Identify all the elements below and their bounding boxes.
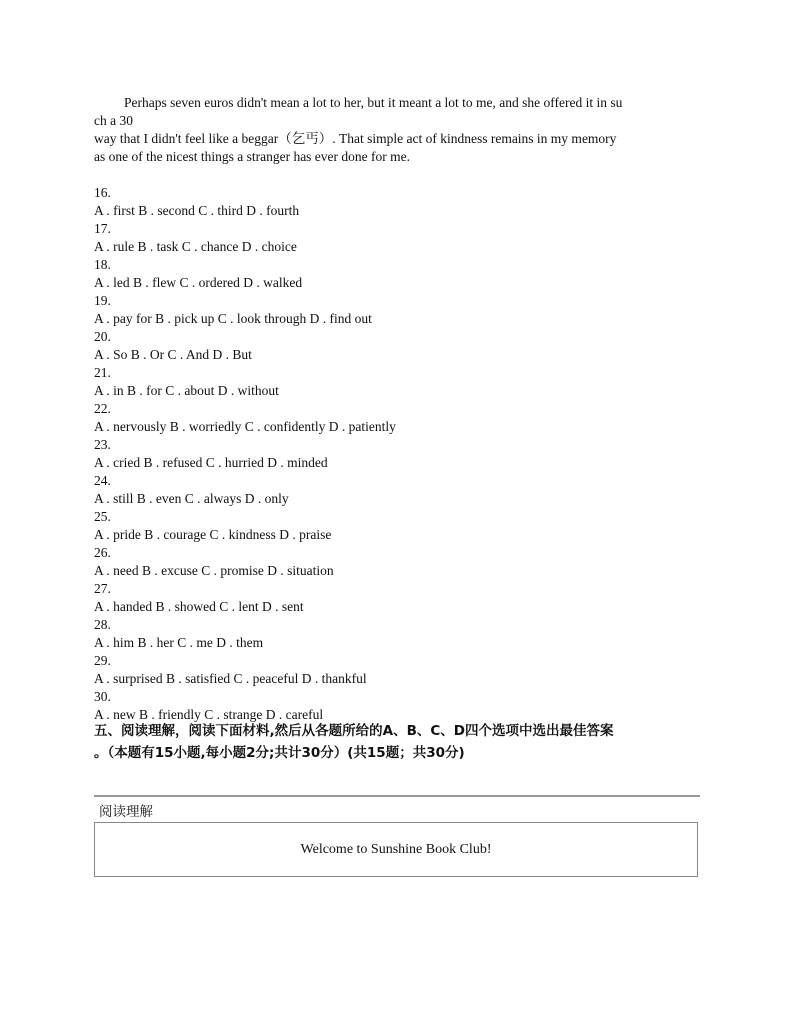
- question-number: 27.: [94, 581, 111, 596]
- question-number: 19.: [94, 293, 111, 308]
- question-number: 21.: [94, 365, 111, 380]
- passage-line: way that I didn't feel like a beggar（乞丐）. That simple act of kindness remains in my memory: [94, 131, 617, 146]
- question-number: 23.: [94, 437, 111, 452]
- divider: [94, 795, 700, 797]
- question-options: A . So B . Or C . And D . But: [94, 347, 252, 362]
- question-options: A . handed B . showed C . lent D . sent: [94, 599, 304, 614]
- question-number: 24.: [94, 473, 111, 488]
- section-heading-line: 。（本题有15小题,每小题2分;共计30分）(共15题；共30分): [94, 745, 465, 761]
- passage: [94, 94, 706, 166]
- question-options: A . cried B . refused C . hurried D . minded: [94, 455, 328, 470]
- question-number: 26.: [94, 545, 111, 560]
- question-item: [94, 616, 706, 652]
- question-options: A . surprised B . satisfied C . peaceful D . thankful: [94, 671, 367, 686]
- question-item: [94, 328, 706, 364]
- question-options: A . first B . second C . third D . fourth: [94, 203, 300, 218]
- passage-line: ch a 30: [94, 113, 133, 128]
- question-item: [94, 652, 706, 688]
- question-number: 16.: [94, 185, 111, 200]
- passage-line: Perhaps seven euros didn't mean a lot to her, but it meant a lot to me, and she offered it in su: [124, 95, 623, 110]
- reading-box: [94, 822, 698, 877]
- section-heading-line: 五、阅读理解，阅读下面材料,然后从各题所给的A、B、C、D四个选项中选出最佳答案: [94, 723, 614, 739]
- question-number: 29.: [94, 653, 111, 668]
- question-item: [94, 220, 706, 256]
- reading-label: 阅读理解: [99, 804, 153, 820]
- section-heading: [94, 720, 724, 764]
- question-item: [94, 184, 706, 220]
- question-number: 18.: [94, 257, 111, 272]
- question-list: [94, 184, 706, 724]
- question-options: A . nervously B . worriedly C . confidently D . patiently: [94, 419, 396, 434]
- question-item: [94, 688, 706, 724]
- question-item: [94, 472, 706, 508]
- question-options: A . need B . excuse C . promise D . situation: [94, 563, 334, 578]
- question-item: [94, 292, 706, 328]
- question-number: 22.: [94, 401, 111, 416]
- question-number: 20.: [94, 329, 111, 344]
- question-item: [94, 544, 706, 580]
- question-options: A . pay for B . pick up C . look through D . find out: [94, 311, 372, 326]
- passage-line: as one of the nicest things a stranger has ever done for me.: [94, 149, 411, 164]
- question-item: [94, 364, 706, 400]
- question-number: 25.: [94, 509, 111, 524]
- question-options: A . led B . flew C . ordered D . walked: [94, 275, 303, 290]
- question-options: A . still B . even C . always D . only: [94, 491, 289, 506]
- question-options: A . pride B . courage C . kindness D . praise: [94, 527, 332, 542]
- question-number: 17.: [94, 221, 111, 236]
- question-options: A . in B . for C . about D . without: [94, 383, 279, 398]
- question-number: 30.: [94, 689, 111, 704]
- reading-box-title: Welcome to Sunshine Book Club!: [300, 841, 492, 857]
- question-options: A . rule B . task C . chance D . choice: [94, 239, 297, 254]
- question-item: [94, 580, 706, 616]
- question-item: [94, 436, 706, 472]
- question-item: [94, 400, 706, 436]
- question-options: A . new B . friendly C . strange D . careful: [94, 707, 324, 722]
- question-number: 28.: [94, 617, 111, 632]
- question-item: [94, 256, 706, 292]
- question-options: A . him B . her C . me D . them: [94, 635, 264, 650]
- question-item: [94, 508, 706, 544]
